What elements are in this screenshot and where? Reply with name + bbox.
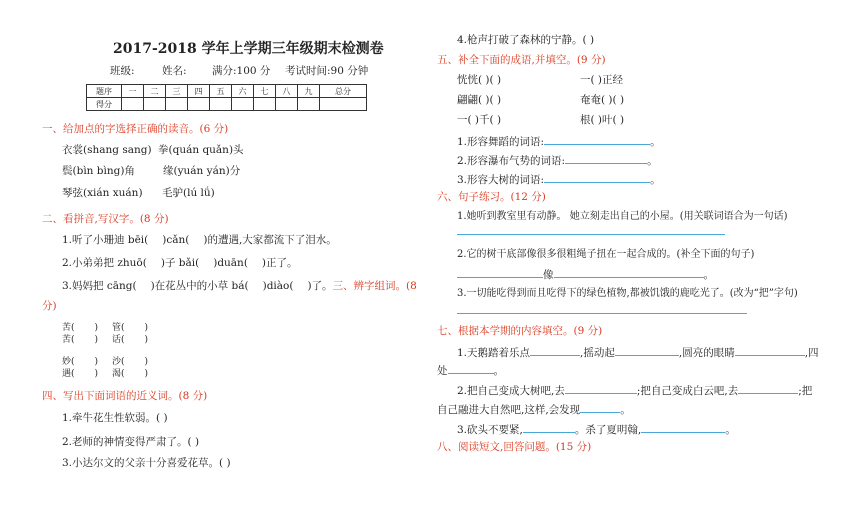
answer-blank[interactable]: [641, 421, 725, 433]
score-cell[interactable]: [122, 98, 144, 111]
score-header-cell: 四: [188, 85, 210, 98]
text: 。: [650, 174, 661, 186]
score-header-cell: 九: [298, 85, 320, 98]
text: )cǎn(: [162, 234, 190, 246]
fill-q1-cont: [437, 362, 504, 378]
idiom-item: 翩翩( )( ): [457, 94, 502, 106]
time-info: 考试时间:90 分钟: [285, 65, 369, 77]
text: 3.形容大树的词语:: [457, 174, 545, 186]
score-header-cell: 六: [232, 85, 254, 98]
name-label: 姓名:: [162, 65, 187, 77]
pinyin-line-2: [62, 256, 298, 270]
pinyin-line-3: [62, 279, 417, 293]
idiom-item: 恍恍( )( ): [457, 74, 502, 86]
answer-line[interactable]: [457, 234, 725, 235]
idiom-item: 一( )正经: [580, 74, 624, 86]
fill-q2: [457, 382, 812, 398]
score-header-cell: 七: [254, 85, 276, 98]
text: 3.妈妈把 cāng(: [62, 280, 137, 292]
answer-blank[interactable]: [738, 382, 798, 394]
score-cell[interactable]: [166, 98, 188, 111]
answer-blank[interactable]: [565, 152, 647, 164]
score-info: 满分:100 分: [212, 65, 271, 77]
page-title: 2017-2018 学年上学期三年级期末检测卷: [113, 41, 384, 57]
text: 苦(: [62, 323, 75, 333]
score-cell[interactable]: [320, 98, 367, 111]
reading-item: 琴弦(xián xuán): [62, 187, 143, 199]
sentence-q3: 3.一切能吃得到而且吃得下的绿色植物,都被饥饿的鹿吃光了。(改为“把”字句): [457, 288, 798, 299]
text: ): [94, 335, 99, 345]
text: )在花丛中的小草 bá(: [150, 280, 249, 292]
reading-item: 衣裳(shang sang): [62, 144, 152, 156]
answer-blank[interactable]: [565, 382, 637, 394]
score-row-label: 得分: [87, 98, 122, 111]
section-3-title: 三、辨字组词。(8: [332, 280, 417, 292]
text: 像: [543, 269, 554, 281]
text: 自己融进大自然吧,这样,会发现: [437, 404, 581, 416]
text: )子 bǎi(: [160, 257, 200, 269]
section-3-title-wrap: 分): [42, 300, 57, 312]
idiom-item: 奄奄( )( ): [580, 94, 625, 106]
text: 1.形容舞蹈的词语:: [457, 136, 545, 148]
section-6-title: 六、句子练习。(12 分): [437, 191, 546, 203]
section-2-title: 二、看拼音,写汉字。(8 分): [42, 213, 169, 225]
text: ): [94, 369, 99, 379]
text: 2.形容瀑布气势的词语:: [457, 155, 566, 167]
text: )了。: [307, 280, 333, 292]
answer-blank[interactable]: [615, 344, 679, 356]
text: 。: [725, 424, 736, 436]
text: 。: [650, 136, 661, 148]
char-group-1: [62, 322, 98, 346]
score-cell[interactable]: [188, 98, 210, 111]
idiom-item: 根( )叶( ): [580, 114, 625, 126]
score-cell[interactable]: [144, 98, 166, 111]
text: ;把: [798, 385, 813, 397]
text: ;把自己变成白云吧,去: [636, 385, 739, 397]
score-header-cell: 题序: [87, 85, 122, 98]
text: ): [144, 369, 149, 379]
class-label: 班级:: [110, 65, 135, 77]
text: 。: [703, 269, 714, 281]
score-header-cell: 八: [276, 85, 298, 98]
synonym-q1: 1.牵牛花生性软弱。( ): [62, 412, 168, 424]
text: 沙(: [112, 357, 125, 367]
reading-item: 毛驴(lú lǘ): [162, 187, 215, 199]
text: ): [144, 323, 149, 333]
text: ): [94, 357, 99, 367]
answer-blank[interactable]: [580, 401, 620, 413]
sentence-q1: 1.她听到教室里有动静。 她立刻走出自己的小屋。(用关联词语合为一句话): [457, 211, 788, 222]
text: 处: [437, 365, 448, 377]
answer-blank[interactable]: [523, 421, 575, 433]
text: 。: [493, 365, 504, 377]
score-table: [86, 84, 367, 111]
synonym-q4: 4.枪声打破了森林的宁静。( ): [457, 34, 595, 46]
char-group-2: [112, 322, 148, 346]
text: ,四: [804, 347, 819, 359]
answer-line[interactable]: [457, 313, 747, 314]
score-header-cell: 一: [122, 85, 144, 98]
answer-blank[interactable]: [735, 344, 805, 356]
text: ): [144, 357, 149, 367]
score-header-cell: 总分: [320, 85, 367, 98]
text: 苦(: [62, 335, 75, 345]
text: )正了。: [261, 257, 298, 269]
answer-blank[interactable]: [530, 344, 580, 356]
char-group-4: [112, 356, 148, 380]
score-header-cell: 五: [210, 85, 232, 98]
text: 1.天鹅踏着乐点: [457, 347, 531, 359]
score-cell[interactable]: [232, 98, 254, 111]
pinyin-line-1: [62, 233, 337, 247]
char-group-3: [62, 356, 98, 380]
text: )duān(: [213, 257, 248, 269]
sentence-q2-fill: [457, 266, 714, 282]
text: ,摇动起: [580, 347, 615, 359]
idiom-q2: [457, 152, 658, 168]
section-5-title: 五、补全下面的成语,并填空。(9 分): [437, 54, 606, 66]
text: ): [144, 335, 149, 345]
reading-item: 拳(quán quǎn)头: [158, 144, 244, 156]
fill-q1: [457, 344, 819, 360]
synonym-q2: 2.老师的神情变得严肃了。( ): [62, 436, 200, 448]
text: 1.听了小珊迪 bēi(: [62, 234, 149, 246]
fill-q3: [457, 421, 736, 437]
section-1-title: 一、给加点的字选择正确的读音。(6 分): [42, 123, 229, 135]
sentence-q2: 2.它的树干底部像很多很粗绳子扭在一起合成的。(补全下面的句子): [457, 249, 755, 260]
text: 2.把自己变成大树吧,去: [457, 385, 565, 397]
score-cell[interactable]: [298, 98, 320, 111]
score-cell[interactable]: [276, 98, 298, 111]
section-8-title: 八、阅读短文,回答问题。(15 分): [437, 441, 592, 453]
text: 妙(: [62, 357, 75, 367]
score-cell[interactable]: [254, 98, 276, 111]
text: ): [94, 323, 99, 333]
text: 2.小弟弟把 zhuō(: [62, 257, 147, 269]
text: 。杀了夏明翰,: [574, 424, 642, 436]
reading-item: 鬓(bìn bìng)角: [62, 165, 135, 177]
section-7-title: 七、根据本学期的内容填空。(9 分): [437, 325, 603, 337]
fill-q2-cont: [437, 401, 631, 417]
idiom-q3: [457, 171, 661, 187]
answer-blank[interactable]: [554, 266, 704, 278]
idiom-item: 一( )千( ): [457, 114, 502, 126]
answer-blank[interactable]: [448, 362, 494, 374]
text: )的遭遇,大家都流下了泪水。: [203, 234, 337, 246]
text: ,圆亮的眼睛: [678, 347, 735, 359]
text: 3.砍头不要紧,: [457, 424, 523, 436]
text: 。: [620, 404, 631, 416]
answer-blank[interactable]: [457, 266, 543, 278]
reading-item: 缘(yuán yán)分: [163, 165, 241, 177]
score-cell[interactable]: [210, 98, 232, 111]
text: 遇(: [62, 369, 75, 379]
idiom-q1: [457, 133, 661, 149]
section-4-title: 四、写出下面词语的近义词。(8 分): [42, 390, 208, 402]
score-header-cell: 三: [166, 85, 188, 98]
text: 话(: [112, 335, 125, 345]
answer-blank[interactable]: [544, 133, 650, 145]
text: 渴(: [112, 369, 125, 379]
text: )diào(: [262, 280, 294, 292]
answer-blank[interactable]: [544, 171, 650, 183]
text: 管(: [112, 323, 125, 333]
synonym-q3: 3.小达尔文的父亲十分喜爱花草。( ): [62, 457, 231, 469]
text: 。: [647, 155, 658, 167]
score-header-cell: 二: [144, 85, 166, 98]
